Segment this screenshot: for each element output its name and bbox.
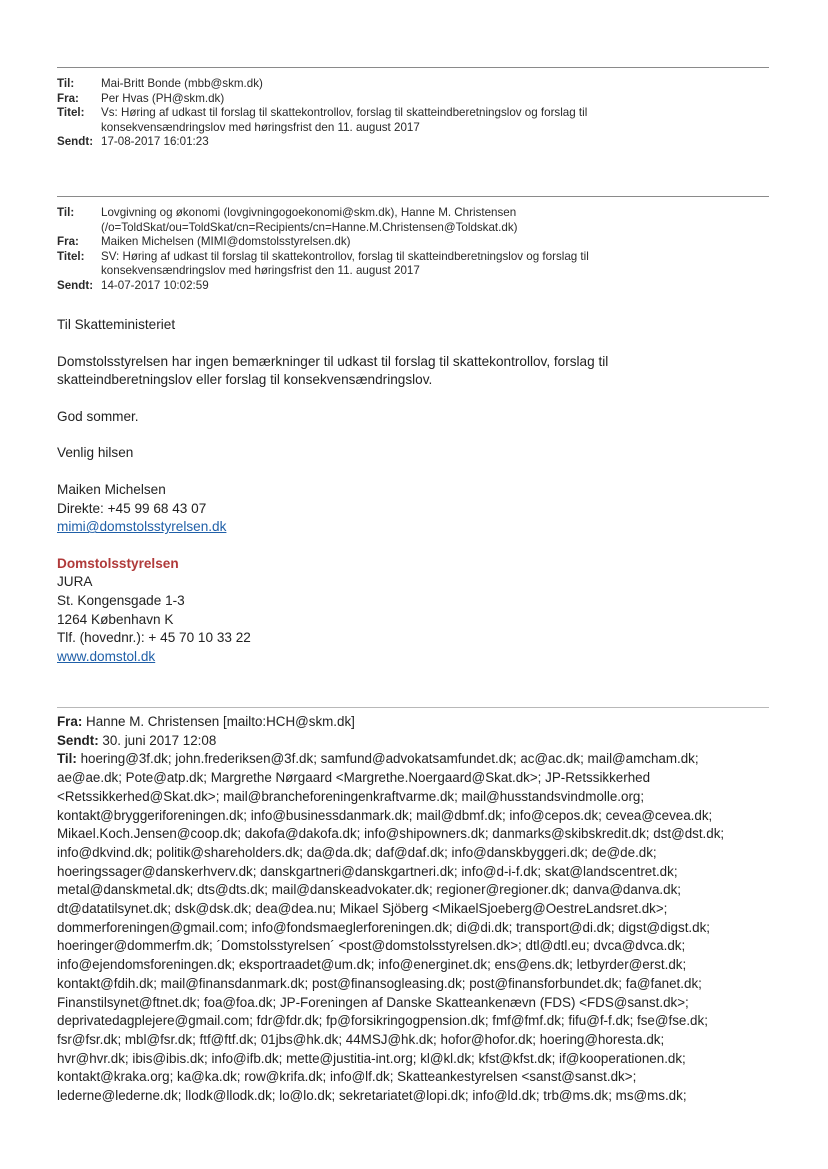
from-value: Per Hvas (PH@skm.dk) bbox=[101, 91, 225, 105]
email-link[interactable]: mimi@domstolsstyrelsen.dk bbox=[57, 519, 227, 535]
subject-label: Titel: bbox=[57, 106, 85, 119]
recipient-line: hoeringer@dommerfm.dk; ´Domstolsstyrelsen´ <post@domstolsstyrelsen.dk>; dtl@dtl.eu; dvca@dvca.dk; bbox=[57, 938, 686, 954]
recipient-line: kontakt@bryggeriforeningen.dk; info@businessdanmark.dk; mail@dbmf.dk; info@cepos.dk; cevea@cevea.dk; bbox=[57, 807, 713, 823]
recipient-line: info@ejendomsforeningen.dk; eksportraadet@um.dk; info@energinet.dk; ens@ens.dk; letbyrder@erst.dk; bbox=[57, 957, 687, 973]
recipient-line: lederne@lederne.dk; llodk@llodk.dk; lo@lo.dk; sekretariatet@lopi.dk; info@ld.dk; trb@ms.dk; ms@ms.dk; bbox=[57, 1088, 687, 1104]
recipient-line: kontakt@kraka.org; ka@ka.dk; row@krifa.dk; info@lf.dk; Skatteankestyrelsen <sanst@sanst.dk>; bbox=[57, 1069, 637, 1085]
recipient-line: hoeringssager@danskerhverv.dk; danskgartneri@danskgartneri.dk; info@d-i-f.dk; skat@landscentret.dk; bbox=[57, 863, 678, 879]
header1-subject-row bbox=[57, 106, 777, 135]
website-link[interactable]: www.domstol.dk bbox=[57, 648, 156, 664]
body-line-1: Domstolsstyrelsen har ingen bemærkninger til udkast til forslag til skattekontrollov, forslag til bbox=[57, 353, 609, 369]
forwarded-message bbox=[57, 713, 772, 1106]
to-line-1: Lovgivning og økonomi (lovgivningogoekonomi@skm.dk), Hanne M. Christensen bbox=[101, 206, 517, 219]
direct-phone: Direkte: +45 99 68 43 07 bbox=[57, 500, 207, 516]
recipient-line: fsr@fsr.dk; mbl@fsr.dk; ftf@ftf.dk; 01jbs@hk.dk; 44MSJ@hk.dk; hofor@hofor.dk; hoering@horesta.dk; bbox=[57, 1031, 665, 1047]
fwd-from-label: Fra: bbox=[57, 714, 83, 729]
sender-name: Maiken Michelsen bbox=[57, 481, 166, 497]
recipient-line: deprivatedagplejere@gmail.com; fdr@fdr.dk; fp@forsikringogpension.dk; fmf@fmf.dk; fifu@f-f.dk; fse@fse.dk; bbox=[57, 1013, 708, 1029]
email-header-1 bbox=[57, 77, 777, 150]
message-body bbox=[57, 316, 777, 666]
middle-divider bbox=[57, 196, 769, 197]
from-value: Maiken Michelsen (MIMI@domstolsstyrelsen.dk) bbox=[101, 235, 351, 248]
subject-line-2: konsekvensændringslov med høringsfrist den 11. august 2017 bbox=[101, 120, 420, 134]
fwd-to-label: Til: bbox=[57, 751, 77, 767]
header1-to-row bbox=[57, 77, 777, 92]
sent-value: 17-08-2017 16:01:23 bbox=[101, 135, 209, 148]
org-name: Domstolsstyrelsen bbox=[57, 555, 179, 571]
recipient-line: metal@danskmetal.dk; dts@dts.dk; mail@danskeadvokater.dk; regioner@regioner.dk; danva@danva.dk; bbox=[57, 882, 681, 898]
closing: Venlig hilsen bbox=[57, 445, 134, 461]
header1-from-row bbox=[57, 92, 777, 107]
subject-value bbox=[101, 250, 777, 279]
header2-subject-row bbox=[57, 250, 777, 279]
recipient-line: <Retssikkerhed@Skat.dk>; mail@brancheforeningenkraftvarme.dk; mail@husstandsvindmolle.org; bbox=[57, 788, 645, 804]
to-value bbox=[101, 206, 777, 235]
subject-label: Titel: bbox=[57, 249, 85, 263]
from-label: Fra: bbox=[57, 235, 79, 248]
forward-divider bbox=[57, 707, 769, 708]
header1-sent-row bbox=[57, 135, 777, 150]
wish: God sommer. bbox=[57, 408, 139, 424]
to-label: Til: bbox=[57, 77, 75, 90]
header2-sent-row bbox=[57, 279, 777, 294]
fwd-to-row bbox=[57, 750, 772, 769]
recipient-line: dommerforeningen@gmail.com; info@fondsmaeglerforeningen.dk; di@di.dk; transport@di.dk; digst@digst.dk; bbox=[57, 919, 711, 935]
subject-line-1: Vs: Høring af udkast til forslag til skattekontrollov, forslag til skatteindberetningslov og forslag til bbox=[101, 106, 588, 119]
header2-from-row bbox=[57, 235, 777, 250]
from-label: Fra: bbox=[57, 91, 79, 105]
body-line-2: skatteindberetningslov eller forslag til konsekvensændringslov. bbox=[57, 372, 433, 388]
recipient-line: info@dkvind.dk; politik@shareholders.dk; da@da.dk; daf@daf.dk; info@danskbyggeri.dk; de@de.dk; bbox=[57, 844, 657, 860]
recipient-line: kontakt@fdih.dk; mail@finansdanmark.dk; post@finansogleasing.dk; post@finansforbundet.dk; fa@fanet.dk; bbox=[57, 975, 702, 991]
sent-label: Sendt: bbox=[57, 135, 94, 148]
subject-line-2: konsekvensændringslov med høringsfrist den 11. august 2017 bbox=[101, 264, 420, 277]
recipient-line: Mikael.Koch.Jensen@coop.dk; dakofa@dakofa.dk; info@shipowners.dk; danmarks@skibskredit.dk; dst@dst.dk; bbox=[57, 826, 725, 842]
department: JURA bbox=[57, 574, 93, 590]
header2-to-row bbox=[57, 206, 777, 235]
recipient-line: Finanstilsynet@ftnet.dk; foa@foa.dk; JP-Foreningen af Danske Skatteankenævn (FDS) <FDS@sanst.dk>; bbox=[57, 994, 689, 1010]
recipient-line: ae@ae.dk; Pote@atp.dk; Margrethe Nørgaard <Margrethe.Noergaard@Skat.dk>; JP-Retssikkerhed bbox=[57, 770, 651, 786]
greeting: Til Skatteministeriet bbox=[57, 317, 176, 332]
to-label: Til: bbox=[57, 206, 75, 219]
fwd-from-row bbox=[57, 713, 772, 732]
top-divider bbox=[57, 67, 769, 68]
street-address: St. Kongensgade 1-3 bbox=[57, 592, 185, 608]
fwd-sent-value: 30. juni 2017 12:08 bbox=[98, 732, 217, 748]
fwd-to-first-line: hoering@3f.dk; john.frederiksen@3f.dk; samfund@advokatsamfundet.dk; ac@ac.dk; mail@amcham.dk; bbox=[76, 751, 699, 767]
email-header-2 bbox=[57, 206, 777, 293]
fwd-sent-label: Sendt: bbox=[57, 732, 99, 748]
fwd-sent-row bbox=[57, 732, 772, 751]
to-line-2: (/o=ToldSkat/ou=ToldSkat/cn=Recipients/cn=Hanne.M.Christensen@Toldskat.dk) bbox=[101, 220, 518, 234]
recipient-line: hvr@hvr.dk; ibis@ibis.dk; info@ifb.dk; mette@justitia-int.org; kl@kl.dk; kfst@kfst.dk; if@kooperationen.dk; bbox=[57, 1050, 686, 1066]
sent-value: 14-07-2017 10:02:59 bbox=[101, 278, 209, 292]
sent-label: Sendt: bbox=[57, 278, 94, 292]
to-value: Mai-Britt Bonde (mbb@skm.dk) bbox=[101, 77, 263, 90]
main-phone: Tlf. (hovednr.): + 45 70 10 33 22 bbox=[57, 630, 251, 646]
fwd-from-value: Hanne M. Christensen [mailto:HCH@skm.dk] bbox=[82, 714, 355, 729]
city-address: 1264 København K bbox=[57, 611, 174, 627]
recipient-line: dt@datatilsynet.dk; dsk@dsk.dk; dea@dea.nu; Mikael Sjöberg <MikaelSjoeberg@OestreLandsret.dk>; bbox=[57, 901, 668, 917]
subject-line-1: SV: Høring af udkast til forslag til skattekontrollov, forslag til skatteindberetningslov og forslag til bbox=[101, 249, 589, 263]
subject-value bbox=[101, 106, 777, 135]
